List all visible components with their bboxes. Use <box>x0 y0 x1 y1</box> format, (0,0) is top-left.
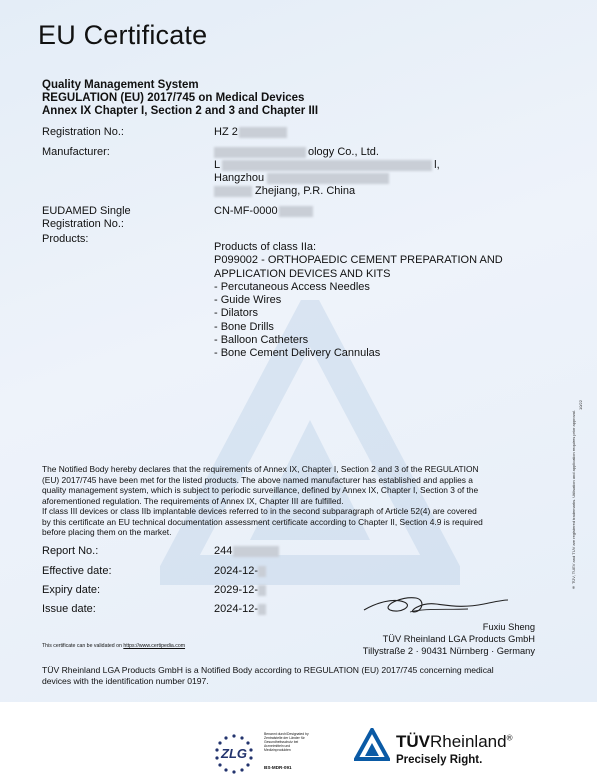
manufacturer-city: Hangzhou <box>214 172 265 184</box>
redaction-block <box>239 127 287 138</box>
tuv-name-rest: Rheinland <box>430 732 507 751</box>
product-item: - Percutaneous Access Needles <box>214 280 370 293</box>
eudamed-value <box>214 205 313 218</box>
expiry-date-label: Expiry date: <box>42 584 101 596</box>
redaction-block <box>258 604 266 615</box>
redaction-block <box>233 546 279 557</box>
issue-date-value <box>214 603 266 616</box>
heading-regulation: REGULATION (EU) 2017/745 on Medical Devices <box>42 92 305 104</box>
effective-date-label: Effective date: <box>42 565 112 577</box>
eudamed-number: CN-MF-0000 <box>214 205 278 217</box>
products-code-line2: APPLICATION DEVICES AND KITS <box>214 267 391 280</box>
declaration-line: (EU) 2017/745 have been met for the listed products. The above named manufacturer has established and applies a <box>42 474 473 485</box>
zlg-logo-letters: ZLG <box>221 746 247 761</box>
products-code-line1: P099002 - ORTHOPAEDIC CEMENT PREPARATION AND <box>214 254 503 267</box>
registration-label: Registration No.: <box>42 126 124 138</box>
product-item: - Bone Drills <box>214 320 274 333</box>
product-item: - Guide Wires <box>214 294 282 307</box>
products-list <box>214 241 503 361</box>
tuv-triangle-logo-icon <box>354 728 390 762</box>
certipedia-link[interactable]: https://www.certipedia.com <box>123 643 186 649</box>
registration-value <box>214 126 287 139</box>
redaction-block <box>258 585 266 596</box>
manufacturer-label: Manufacturer: <box>42 146 110 158</box>
products-class: Products of class IIa: <box>214 241 317 253</box>
signer-name: Fuxiu Sheng <box>482 622 535 632</box>
signer-block <box>363 621 535 657</box>
effective-date: 2024-12- <box>214 565 259 577</box>
eudamed-label-line1: EUDAMED Single <box>42 205 131 217</box>
manufacturer-province: Zhejiang, P.R. China <box>255 185 356 197</box>
zlg-code: BS-MDR-091 <box>264 765 292 770</box>
zlg-logo-icon <box>206 732 262 776</box>
report-number: 244 <box>214 545 233 557</box>
manufacturer-street-start: L <box>214 159 221 171</box>
side-trademark-text: ® TÜV, TUEV and TUV are registered trademarks. Utilisation and application requires prior approval. <box>571 410 576 591</box>
validation-prefix: This certificate can be validated on <box>42 643 124 649</box>
expiry-date: 2029-12- <box>214 584 259 596</box>
notified-body-note <box>42 665 542 687</box>
redaction-block <box>214 147 306 158</box>
issue-date-label: Issue date: <box>42 603 96 615</box>
heading-annex: Annex IX Chapter I, Section 2 and 3 and Chapter III <box>42 105 319 117</box>
redaction-block <box>214 186 252 197</box>
tuv-tagline: Precisely Right. <box>396 754 483 766</box>
tuv-name-bold: TÜV <box>396 732 430 751</box>
report-label: Report No.: <box>42 545 99 557</box>
eudamed-label <box>42 205 131 231</box>
declaration-text <box>42 464 534 538</box>
declaration-line: The Notified Body hereby declares that the requirements of Annex IX, Chapter I, Section 2 and 3 of the REGULATION <box>42 464 479 474</box>
certificate-title: EU Certificate <box>38 20 208 50</box>
notified-line: devices with the identification number 0197. <box>42 676 209 686</box>
signer-company: TÜV Rheinland LGA Products GmbH <box>382 634 535 644</box>
declaration-line: aforementioned regulation. The requirements of Annex IX, Chapter III are fulfilled. <box>42 495 344 506</box>
effective-date-value <box>214 565 266 578</box>
redaction-block <box>267 173 389 184</box>
declaration-line: If class III devices or class IIb implantable devices referred to in the second subparagraph of Article 52(4) are covered <box>42 506 477 516</box>
issue-date: 2024-12- <box>214 603 259 615</box>
manufacturer-name: ology Co., Ltd. <box>308 146 379 158</box>
zlg-designation-text: Benannt durch/Designated by Zentralstelle der Länder für Gesundheitsschutz bei Arzneimitteln und Medizinprodukten <box>264 732 309 752</box>
product-item: - Balloon Catheters <box>214 334 309 347</box>
declaration-line: by this certificate an EU technical documentation assessment certificate according to Chapter II, Section 4.9 is required <box>42 516 483 527</box>
expiry-date-value <box>214 584 266 597</box>
validation-note <box>42 643 185 649</box>
product-item: - Bone Cement Delivery Cannulas <box>214 347 381 360</box>
side-form-code: 10/22 <box>578 400 583 411</box>
redaction-block <box>222 160 432 171</box>
tuv-rheinland-wordmark <box>396 732 512 752</box>
manufacturer-value <box>214 146 440 198</box>
certificate-footer <box>0 702 597 780</box>
declaration-line: quality management system, which is subject to periodic surveillance, defined by Annex IX, Chapter I, Section 3 of the <box>42 485 479 495</box>
redaction-block <box>279 206 313 217</box>
manufacturer-street-end: l, <box>434 159 440 171</box>
products-label: Products: <box>42 233 89 245</box>
redaction-block <box>258 566 266 577</box>
signature-icon <box>360 590 510 622</box>
report-value <box>214 545 279 558</box>
signer-address: Tillystraße 2 · 90431 Nürnberg · Germany <box>362 646 535 656</box>
tuv-registered-mark: ® <box>506 733 513 743</box>
heading-qms: Quality Management System <box>42 79 199 91</box>
declaration-line: before placing them on the market. <box>42 527 172 537</box>
certificate-headings <box>42 79 318 118</box>
eudamed-label-line2: Registration No.: <box>42 218 124 230</box>
product-item: - Dilators <box>214 307 259 320</box>
notified-line: TÜV Rheinland LGA Products GmbH is a Notified Body according to REGULATION (EU) 2017/745 concerning medical <box>42 665 494 675</box>
registration-number: HZ 2 <box>214 126 238 138</box>
